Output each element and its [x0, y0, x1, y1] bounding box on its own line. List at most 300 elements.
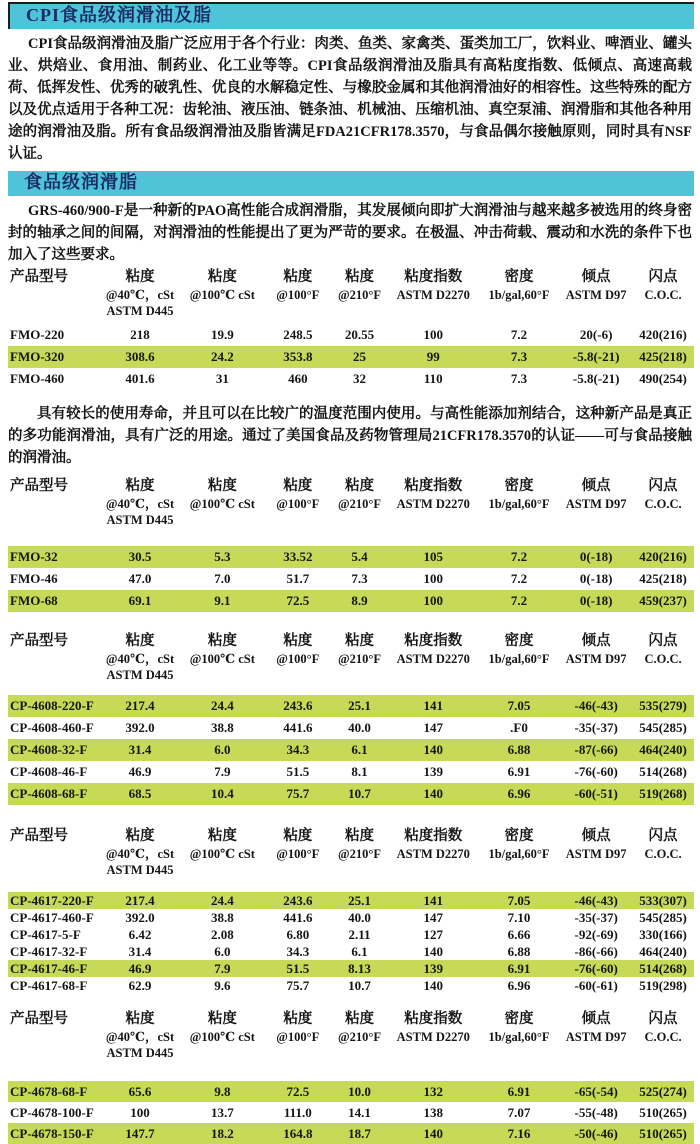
- spec-value: 25.1: [348, 893, 371, 908]
- column-header: [8, 268, 101, 287]
- spec-value: 18.7: [348, 1126, 371, 1141]
- column-header: [179, 477, 265, 512]
- spec-value: 2.08: [210, 927, 234, 942]
- spec-value: 10.4: [210, 786, 234, 801]
- table-row: [8, 1081, 694, 1102]
- column-header-label: 粘度: [283, 633, 313, 649]
- spec-value: 420(216): [639, 327, 687, 342]
- section-title-food-grade-oils: CPI食品级润滑油及脂: [8, 2, 694, 29]
- column-header: [101, 827, 180, 878]
- column-header-sublabel: ASTM D2270: [396, 497, 470, 511]
- column-header: [389, 1010, 478, 1045]
- spec-value: 20.55: [344, 327, 375, 342]
- table-header-row: [8, 268, 694, 319]
- column-header: [330, 632, 388, 667]
- column-header-sublabel: ASTM D2270: [396, 847, 470, 861]
- column-header-sublabel: @100°F: [276, 652, 320, 666]
- column-header: [478, 477, 560, 512]
- spec-value: 6.91: [507, 961, 531, 976]
- spec-value: 243.6: [283, 893, 313, 908]
- spec-value: 7.07: [507, 1105, 531, 1120]
- spec-value: -60(-61): [574, 978, 618, 993]
- product-model: CP-4617-46-F: [10, 961, 88, 976]
- column-header: [560, 632, 632, 667]
- column-header: [265, 1010, 330, 1045]
- column-header: [8, 827, 101, 846]
- spec-value: 460: [288, 371, 308, 386]
- column-header-label: 粘度指数: [404, 478, 463, 494]
- spec-value: 464(240): [639, 742, 687, 757]
- spec-value: 32: [353, 371, 367, 386]
- spec-value: -65(-54): [574, 1084, 618, 1099]
- column-header-sublabel: 1b/gal,60°F: [488, 1030, 550, 1044]
- spec-value: 147: [423, 720, 444, 735]
- spec-value: 514(268): [639, 961, 687, 976]
- spec-value: 459(237): [639, 593, 687, 608]
- spec-value: 8.13: [348, 961, 371, 976]
- spec-value: 13.7: [210, 1105, 234, 1120]
- column-header: [389, 827, 478, 862]
- column-header-label: 粘度: [345, 633, 375, 649]
- column-header-sublabel: ASTM D445: [106, 668, 174, 682]
- table-row: [8, 695, 694, 717]
- table-row: [8, 346, 694, 368]
- column-header-label: 倾点: [581, 633, 611, 649]
- column-header-sublabel: @100°F: [276, 1030, 320, 1044]
- column-header-sublabel: @40℃，cSt: [105, 847, 175, 861]
- table-row: [8, 909, 694, 926]
- spec-value: 7.9: [214, 764, 231, 779]
- spec-value: 6.80: [286, 927, 310, 942]
- column-header: [265, 827, 330, 862]
- spec-value: 31.4: [128, 944, 152, 959]
- column-header-label: 粘度: [207, 828, 237, 844]
- spec-value: 10.0: [348, 1084, 371, 1099]
- spec-value: 519(298): [639, 978, 687, 993]
- product-model: FMO-46: [10, 571, 58, 586]
- product-model: CP-4617-5-F: [10, 927, 81, 942]
- spec-value: 217.4: [125, 893, 155, 908]
- column-header-label: 倾点: [581, 828, 611, 844]
- spec-value: 141: [423, 698, 444, 713]
- spec-value: 31.4: [128, 742, 152, 757]
- spec-value: 6.96: [507, 978, 531, 993]
- column-header-sublabel: 1b/gal,60°F: [488, 847, 550, 861]
- spec-value: 147.7: [125, 1126, 155, 1141]
- product-model: FMO-460: [10, 371, 65, 386]
- spec-value: 75.7: [286, 978, 310, 993]
- column-header: [179, 827, 265, 862]
- spec-value: 141: [423, 893, 444, 908]
- spec-value: 24.2: [210, 349, 234, 364]
- column-header-sublabel: @210°F: [338, 497, 382, 511]
- spec-value: 140: [423, 786, 444, 801]
- spec-value: 25: [353, 349, 367, 364]
- table-header-row: [8, 477, 694, 528]
- spec-value: 10.7: [348, 978, 371, 993]
- product-model: CP-4678-68-F: [10, 1084, 88, 1099]
- spec-value: 7.05: [507, 893, 531, 908]
- column-header-sublabel: C.O.C.: [644, 288, 682, 302]
- product-model: FMO-32: [10, 549, 58, 564]
- product-model: CP-4678-150-F: [10, 1126, 94, 1141]
- spec-value: 353.8: [283, 349, 313, 364]
- spec-value: 72.5: [286, 1084, 310, 1099]
- table-row: [8, 926, 694, 943]
- column-header: [101, 268, 180, 319]
- column-header-sublabel: @40℃，cSt: [105, 652, 175, 666]
- spec-value: 110: [423, 371, 443, 386]
- table-row: [8, 546, 694, 568]
- column-header-label: 密度: [504, 478, 534, 494]
- column-header: [478, 268, 560, 303]
- spec-value: 34.3: [286, 742, 310, 757]
- spec-value: 20(-6): [579, 327, 613, 342]
- spec-value: 0(-18): [579, 549, 613, 564]
- table-row: [8, 761, 694, 783]
- column-header: [330, 1010, 388, 1045]
- table-row: [8, 943, 694, 960]
- spec-value: 420(216): [639, 549, 687, 564]
- column-header-label: 粘度: [125, 633, 155, 649]
- spec-value: 7.0: [214, 571, 231, 586]
- column-header-label: 粘度: [283, 1011, 313, 1027]
- spec-value: -35(-37): [574, 910, 618, 925]
- spec-value: 40.0: [348, 910, 371, 925]
- spec-value: 6.0: [214, 742, 231, 757]
- column-header-sublabel: @40℃，cSt: [105, 497, 175, 511]
- spec-value: 100: [130, 1105, 150, 1120]
- table-row: [8, 368, 694, 390]
- column-header-sublabel: ASTM D2270: [396, 1030, 470, 1044]
- column-header-label: 粘度: [125, 478, 155, 494]
- spec-value: 0(-18): [579, 593, 613, 608]
- spec-value: 5.3: [214, 549, 231, 564]
- column-header-sublabel: @210°F: [338, 1030, 382, 1044]
- spec-value: 0(-18): [579, 571, 613, 586]
- column-header: [478, 632, 560, 667]
- column-header-label: 密度: [504, 1011, 534, 1027]
- column-header: [389, 477, 478, 512]
- spec-value: 6.66: [507, 927, 531, 942]
- spec-value: 6.0: [214, 944, 231, 959]
- spec-value: 6.91: [507, 764, 531, 779]
- column-header-sublabel: ASTM D97: [565, 652, 627, 666]
- column-header-sublabel: C.O.C.: [644, 652, 682, 666]
- product-model: CP-4608-32-F: [10, 742, 88, 757]
- column-header: [478, 827, 560, 862]
- column-header-label: 粘度: [207, 269, 237, 285]
- column-header-sublabel: ASTM D97: [565, 497, 627, 511]
- product-model: CP-4608-68-F: [10, 786, 88, 801]
- column-header-label: 产品型号: [10, 828, 68, 844]
- spec-value: 7.2: [510, 593, 528, 608]
- table-row: [8, 960, 694, 977]
- spec-value: 7.3: [510, 349, 528, 364]
- spec-value: 425(218): [639, 349, 687, 364]
- column-header-sublabel: @100℃ cSt: [189, 1030, 255, 1044]
- spec-value: 7.2: [510, 327, 528, 342]
- spec-value: -35(-37): [574, 720, 618, 735]
- spec-value: 10.7: [348, 786, 371, 801]
- spec-value: 65.6: [128, 1084, 152, 1099]
- spec-value: 33.52: [283, 549, 313, 564]
- column-header: [632, 1010, 694, 1045]
- spec-value: 51.7: [286, 571, 310, 586]
- spec-value: 7.16: [507, 1126, 531, 1141]
- column-header: [101, 1010, 180, 1061]
- spec-value: 6.88: [507, 742, 531, 757]
- spec-value: 9.1: [214, 593, 231, 608]
- fmo-usage-note: 具有较长的使用寿命，并且可以在比较广的温度范围内使用。与高性能添加剂结合，这种新产品是真正的多功能润滑油，具有广泛的用途。通过了美国食品及药物管理局21CFR178.3570的认证——可与食品接触的润滑油。: [8, 406, 692, 466]
- table-header-row: [8, 632, 694, 683]
- column-header: [179, 632, 265, 667]
- spec-value: 217.4: [125, 698, 155, 713]
- spec-value: 514(268): [639, 764, 687, 779]
- column-header-label: 密度: [504, 828, 534, 844]
- spec-value: 40.0: [348, 720, 371, 735]
- column-header-label: 粘度指数: [404, 633, 463, 649]
- column-header-label: 粘度: [345, 269, 375, 285]
- column-header-sublabel: @100°F: [276, 497, 320, 511]
- spec-value: 7.10: [507, 910, 531, 925]
- spec-table-fmo-light: [8, 477, 694, 612]
- spec-value: 132: [423, 1084, 444, 1099]
- spec-value: 100: [423, 327, 444, 342]
- column-header-label: 粘度: [207, 633, 237, 649]
- spec-value: 105: [423, 549, 444, 564]
- column-header-sublabel: ASTM D445: [106, 304, 174, 318]
- column-header-label: 产品型号: [10, 269, 68, 285]
- spec-value: 8.1: [351, 764, 368, 779]
- spec-value: -76(-60): [574, 764, 618, 779]
- column-header: [632, 827, 694, 862]
- product-model: FMO-320: [10, 349, 65, 364]
- spec-value: .F0: [510, 720, 528, 735]
- spec-value: -76(-60): [574, 961, 618, 976]
- column-header-sublabel: @210°F: [338, 652, 382, 666]
- column-header-sublabel: 1b/gal,60°F: [488, 652, 550, 666]
- column-header-label: 闪点: [648, 478, 678, 494]
- column-header: [179, 268, 265, 303]
- product-model: CP-4608-220-F: [10, 698, 94, 713]
- product-model: CP-4617-68-F: [10, 978, 88, 993]
- column-header-sublabel: 1b/gal,60°F: [488, 497, 550, 511]
- spec-value: 140: [423, 944, 444, 959]
- spec-value: 330(166): [639, 927, 687, 942]
- spec-value: 7.3: [510, 371, 528, 386]
- spec-value: 75.7: [286, 786, 310, 801]
- column-header-label: 粘度: [125, 1011, 155, 1027]
- spec-value: -55(-48): [574, 1105, 618, 1120]
- column-header: [179, 1010, 265, 1045]
- table-row: [8, 892, 694, 909]
- spec-value: 18.2: [210, 1126, 234, 1141]
- spec-value: 164.8: [283, 1126, 313, 1141]
- column-header-label: 粘度指数: [404, 1011, 463, 1027]
- product-model: CP-4617-460-F: [10, 910, 94, 925]
- spec-table-fmo-heavy: [8, 268, 694, 390]
- spec-value: 7.3: [351, 571, 368, 586]
- column-header-sublabel: ASTM D2270: [396, 652, 470, 666]
- spec-value: 139: [423, 764, 444, 779]
- table-row: [8, 783, 694, 805]
- spec-value: 308.6: [125, 349, 155, 364]
- spec-value: 425(218): [639, 571, 687, 586]
- spec-value: 51.5: [286, 961, 310, 976]
- column-header: [8, 1010, 101, 1029]
- column-header: [560, 477, 632, 512]
- product-model: CP-4617-32-F: [10, 944, 88, 959]
- spec-value: 6.1: [351, 944, 368, 959]
- spec-value: 6.91: [507, 1084, 531, 1099]
- spec-value: 8.9: [351, 593, 368, 608]
- spec-value: 68.5: [128, 786, 152, 801]
- column-header-label: 倾点: [581, 1011, 611, 1027]
- spec-value: 38.8: [210, 910, 234, 925]
- spec-value: -50(-46): [574, 1126, 618, 1141]
- section-title-food-grade-grease: 食品级润滑脂: [8, 171, 694, 196]
- spec-value: 6.42: [128, 927, 152, 942]
- food-grade-grease-description: GRS-460/900-F是一种新的PAO高性能合成润滑脂，其发展倾向即扩大润滑油与越来越多被选用的终身密封的轴承之间的间隔，对润滑油的性能提出了更为严苛的要求。在极温、冲击荷载、震动和水洗的条件下也加入了这些要求。: [8, 203, 692, 263]
- column-header-sublabel: ASTM D445: [106, 1046, 174, 1060]
- spec-value: 140: [423, 978, 444, 993]
- column-header-label: 产品型号: [10, 633, 68, 649]
- column-header-sublabel: @100℃ cSt: [189, 652, 255, 666]
- food-grade-oil-description: CPI食品级润滑油及脂广泛应用于各个行业：肉类、鱼类、家禽类、蛋类加工厂，饮料业、啤酒业、罐头业、烘焙业、食用油、制药业、化工业等等。CPI食品级润滑油及脂具有高粘度指数、低倾点、高速高载荷、低挥发性、优秀的破乳性、优良的水解稳定性、与橡胶金属和其他润滑油好的相容性。这些特殊的配方以及优点适用于各种工况：齿轮油、液压油、链条油、机械油、压缩机油、真空泵浦、润滑脂和其他各种用途的润滑油及脂。所有食品级润滑油及脂皆满足FDA21CFR178.3570，与食品偶尔接触原则，同时具有NSF认证。: [8, 36, 692, 162]
- spec-value: 248.5: [283, 327, 313, 342]
- spec-value: 24.4: [210, 893, 234, 908]
- spec-table-cp-4608: [8, 632, 694, 805]
- column-header-sublabel: ASTM D97: [565, 1030, 627, 1044]
- column-header-sublabel: ASTM D445: [106, 863, 174, 877]
- column-header-sublabel: @210°F: [338, 847, 382, 861]
- column-header-label: 粘度: [283, 478, 313, 494]
- spec-value: 525(274): [639, 1084, 687, 1099]
- spec-value: 69.1: [128, 593, 152, 608]
- spec-value: -92(-69): [574, 927, 618, 942]
- column-header-sublabel: C.O.C.: [644, 847, 682, 861]
- column-header-label: 闪点: [648, 828, 678, 844]
- spec-value: -46(-43): [574, 893, 618, 908]
- spec-value: 19.9: [210, 327, 234, 342]
- column-header-label: 闪点: [648, 1011, 678, 1027]
- spec-value: 31: [215, 371, 229, 386]
- spec-value: 6.96: [507, 786, 531, 801]
- product-model: FMO-220: [10, 327, 65, 342]
- column-header: [330, 477, 388, 512]
- spec-value: 441.6: [283, 720, 313, 735]
- spec-value: 38.8: [210, 720, 234, 735]
- column-header-sublabel: ASTM D2270: [396, 288, 470, 302]
- column-header: [632, 632, 694, 667]
- column-header: [8, 477, 101, 496]
- column-header-sublabel: @210°F: [338, 288, 382, 302]
- column-header-sublabel: C.O.C.: [644, 1030, 682, 1044]
- column-header-label: 密度: [504, 633, 534, 649]
- column-header: [265, 632, 330, 667]
- spec-value: 9.6: [214, 978, 231, 993]
- spec-value: 535(279): [639, 698, 687, 713]
- column-header-label: 密度: [504, 269, 534, 285]
- column-header-sublabel: C.O.C.: [644, 497, 682, 511]
- product-model: FMO-68: [10, 593, 58, 608]
- spec-value: 5.4: [351, 549, 368, 564]
- table-row: [8, 324, 694, 346]
- column-header-label: 倾点: [581, 269, 611, 285]
- product-model: CP-4608-460-F: [10, 720, 94, 735]
- product-model: CP-4678-100-F: [10, 1105, 94, 1120]
- table-row: [8, 590, 694, 612]
- spec-value: 9.8: [214, 1084, 231, 1099]
- table-row: [8, 717, 694, 739]
- column-header-label: 闪点: [648, 269, 678, 285]
- product-model: CP-4617-220-F: [10, 893, 94, 908]
- spec-value: 47.0: [128, 571, 152, 586]
- column-header-label: 粘度: [345, 478, 375, 494]
- spec-value: 2.11: [348, 927, 371, 942]
- spec-value: 510(265): [639, 1105, 687, 1120]
- column-header: [330, 268, 388, 303]
- column-header: [389, 632, 478, 667]
- spec-value: 464(240): [639, 944, 687, 959]
- spec-value: 62.9: [128, 978, 152, 993]
- column-header-label: 粘度指数: [404, 269, 463, 285]
- spec-value: -46(-43): [574, 698, 618, 713]
- column-header: [265, 477, 330, 512]
- spec-value: 111.0: [283, 1105, 312, 1120]
- column-header-label: 粘度: [207, 478, 237, 494]
- spec-value: 100: [423, 593, 444, 608]
- column-header-label: 倾点: [581, 478, 611, 494]
- spec-value: 147: [423, 910, 444, 925]
- spec-value: 140: [423, 1126, 444, 1141]
- column-header-sublabel: @100°F: [276, 288, 320, 302]
- column-header-label: 粘度: [345, 828, 375, 844]
- spec-value: 490(254): [639, 371, 687, 386]
- spec-value: 519(268): [639, 786, 687, 801]
- spec-value: 6.88: [507, 944, 531, 959]
- column-header-label: 粘度: [283, 828, 313, 844]
- spec-value: 392.0: [125, 720, 155, 735]
- column-header: [330, 827, 388, 862]
- spec-value: 7.9: [214, 961, 231, 976]
- spec-value: 218: [130, 327, 150, 342]
- spec-value: 545(285): [639, 720, 687, 735]
- spec-value: 138: [423, 1105, 444, 1120]
- table-row: [8, 1102, 694, 1123]
- column-header-sublabel: ASTM D97: [565, 288, 627, 302]
- spec-value: -86(-66): [574, 944, 618, 959]
- column-header-label: 粘度: [207, 1011, 237, 1027]
- table-header-row: [8, 827, 694, 878]
- column-header-label: 粘度: [283, 269, 313, 285]
- column-header: [265, 268, 330, 303]
- column-header-sublabel: @100°F: [276, 847, 320, 861]
- spec-value: 139: [423, 961, 444, 976]
- column-header-sublabel: @100℃ cSt: [189, 497, 255, 511]
- column-header-label: 粘度指数: [404, 828, 463, 844]
- spec-value: 392.0: [125, 910, 155, 925]
- table-row: [8, 739, 694, 761]
- column-header-label: 产品型号: [10, 1011, 68, 1027]
- spec-value: 25.1: [348, 698, 371, 713]
- column-header: [560, 268, 632, 303]
- spec-table-cp-4617: [8, 827, 694, 994]
- spec-value: 140: [423, 742, 444, 757]
- spec-value: 127: [423, 927, 444, 942]
- column-header-label: 粘度: [125, 269, 155, 285]
